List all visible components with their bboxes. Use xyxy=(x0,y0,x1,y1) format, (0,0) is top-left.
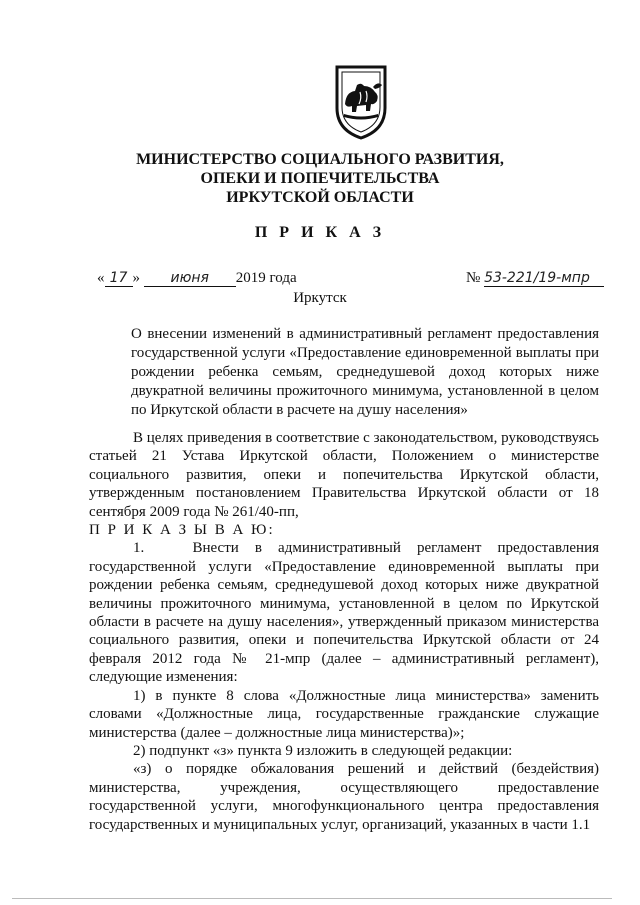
order-word: П Р И К А З Ы В А Ю: xyxy=(89,522,275,539)
page-bottom-rule xyxy=(12,898,612,899)
order-date xyxy=(97,270,297,287)
subclause-2-paragraph: 2) подпункт «з» пункта 9 изложить в следующей редакции: xyxy=(133,742,513,759)
document-type-title: П Р И К А З xyxy=(254,224,386,241)
ministry-name-line-1: МИНИСТЕРСТВО СОЦИАЛЬНОГО РАЗВИТИЯ, xyxy=(136,151,504,168)
number-sign: № xyxy=(466,270,481,286)
quoted-subclause-z-paragraph: «з) о порядке обжалования решений и действий (бездействия) министерства, учреждения, осуществляющего предоставление государственной услуги, многофункционального центра предоставления государственных и муниципальных услуг, организаций, указанных в части 1.1 xyxy=(89,761,599,833)
subclause-1-paragraph: 1) в пункте 8 слова «Должностные лица министерства» заменить словами «Должностные лица, государственные гражданские служащие министерства (далее – должностные лица министерства)»; xyxy=(89,687,599,741)
order-body xyxy=(89,429,599,834)
clause-1-paragraph: 1. Внести в административный регламент предоставления государственной услуги «Предоставление единовременной выплаты при рождении ребенка семьям, среднедушевой доход которых ниже двукратной величины прожиточного минимума, установленной в целом по Иркутской области в расчете на душу населения», утвержденный приказом министерства социального развития, опеки и попечительства Иркутской области от 24 февраля 2012 года № 21-мпр (далее – административный регламент), следующие изменения: xyxy=(89,540,599,686)
ministry-name-line-2: ОПЕКИ И ПОПЕЧИТЕЛЬСТВА xyxy=(200,170,440,187)
date-year: 2019 года xyxy=(235,270,297,286)
order-number-value: 53-221/19-мпр xyxy=(484,270,604,287)
date-month: июня xyxy=(144,270,236,287)
quote-close: » xyxy=(132,270,140,286)
date-day: 17 xyxy=(105,270,133,287)
irkutsk-coat-of-arms-icon xyxy=(333,64,389,140)
preamble-paragraph: В целях приведения в соответствие с законодательством, руководствуясь статьей 21 Устава Иркутской области, Положением о министерстве социального развития, опеки и попечительства Иркутской области, утвержденным постановлением Правительства Иркутской области от 18 сентября 2009 года № 261/40-пп, xyxy=(89,430,599,520)
ministry-name-line-3: ИРКУТСКОЙ ОБЛАСТИ xyxy=(226,189,414,206)
quote-open: « xyxy=(97,270,105,286)
city-name: Иркутск xyxy=(293,290,347,306)
order-subject: О внесении изменений в административный регламент предоставления государственной услуги «Предоставление единовременной выплаты при рождении ребенка семьям, среднедушевой доход которых ниже двукратной величины прожиточного минимума, установленной в целом по Иркутской области в расчете на душу населения» xyxy=(131,326,599,418)
order-number xyxy=(466,270,604,287)
